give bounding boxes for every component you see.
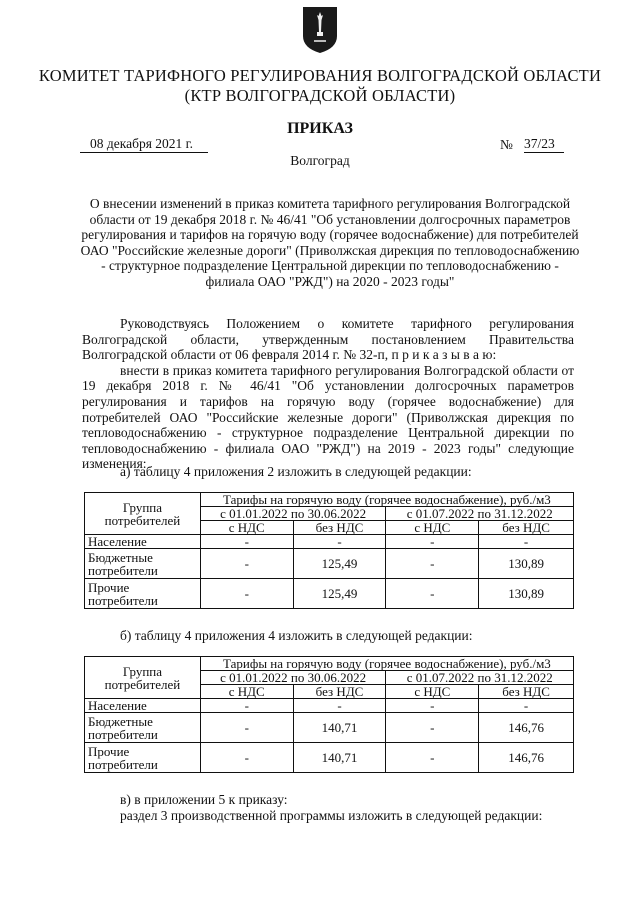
table-cell: - [293,535,386,549]
table-header-with-vat: с НДС [386,521,479,535]
item-c2-text: раздел 3 производственной программы изложить в следующей редакции: [120,808,543,823]
table-cell: - [200,549,293,579]
table-cell: 146,76 [479,713,574,743]
table-cell: - [386,579,479,609]
table-cell-group: Прочие потребители [85,743,201,773]
table-cell: - [386,713,479,743]
table-cell: - [386,535,479,549]
table-header-without-vat: без НДС [479,521,574,535]
table-header-tariffs: Тарифы на горячую воду (горячее водоснабжение), руб./м3 [200,657,573,671]
table-header-tariffs: Тарифы на горячую воду (горячее водоснабжение), руб./м3 [200,493,573,507]
table-header-period1: с 01.01.2022 по 30.06.2022 [200,507,386,521]
table-cell: 140,71 [293,743,386,773]
table-cell: - [200,699,293,713]
table-header-period2: с 01.07.2022 по 31.12.2022 [386,507,574,521]
volgograd-emblem-icon [302,6,338,54]
table-cell-group: Бюджетные потребители [85,549,201,579]
order-number: 37/23 [524,136,564,153]
table-header-period2: с 01.07.2022 по 31.12.2022 [386,671,574,685]
table-cell: 130,89 [479,579,574,609]
table-row [85,535,574,549]
table-header-with-vat: с НДС [200,685,293,699]
table-row [85,579,574,609]
table-cell: - [200,579,293,609]
table-cell-group: Прочие потребители [85,579,201,609]
table-cell: - [386,743,479,773]
table-cell-group: Бюджетные потребители [85,713,201,743]
table-header-without-vat: без НДС [293,521,386,535]
table-cell: 125,49 [293,549,386,579]
body-paragraph-2: внести в приказ комитета тарифного регулирования Волгоградской области от 19 декабря 2018 г. № 46/41 "Об установлении долгосрочных параметров регулирования и тарифов на горячую воду (горячее водоснабжение) для потребителей ОАО "Российские железные дороги" (Приволжская дирекция по тепловодоснабжению - структурное подразделение Центральной дирекции по тепловодоснабжению - филиала ОАО "РЖД") на 2019 - 2023 годы" следующие изменения: [82,362,574,472]
table-cell: - [479,535,574,549]
table-row [85,549,574,579]
table-header-with-vat: с НДС [200,521,293,535]
table-header-without-vat: без НДС [293,685,386,699]
order-number-label: № [500,137,513,152]
order-body [82,316,574,472]
order-city: Волгоград [290,153,350,168]
table-header-period1: с 01.01.2022 по 30.06.2022 [200,671,386,685]
table-row [85,699,574,713]
table-cell: - [200,535,293,549]
table-cell: - [200,743,293,773]
table-header-without-vat: без НДС [479,685,574,699]
table-header-group: Группа потребителей [85,657,201,699]
table-row [85,713,574,743]
table-cell: 125,49 [293,579,386,609]
item-c-text: в) в приложении 5 к приказу: [120,792,288,807]
table-cell: 140,71 [293,713,386,743]
table-cell: 146,76 [479,743,574,773]
body-paragraph-1: Руководствуясь Положением о комитете тарифного регулирования Волгоградской области, утвержденным постановлением Правительства Волгоградской области от 06 февраля 2014 г. № 32-п, п р и к а з ы в а ю: [82,316,574,363]
table-cell-group: Население [85,535,201,549]
order-date: 08 декабря 2021 г. [80,136,208,153]
table-row [85,743,574,773]
org-name-line1: КОМИТЕТ ТАРИФНОГО РЕГУЛИРОВАНИЯ ВОЛГОГРАДСКОЙ ОБЛАСТИ [38,66,602,85]
order-title: ПРИКАЗ [287,120,353,137]
table-cell: - [293,699,386,713]
item-b-text: б) таблицу 4 приложения 4 изложить в следующей редакции: [120,628,473,643]
table-header-group: Группа потребителей [85,493,201,535]
table-cell: 130,89 [479,549,574,579]
org-name-line2: (КТР ВОЛГОГРАДСКОЙ ОБЛАСТИ) [184,86,456,105]
table-cell: - [386,699,479,713]
tariff-table-b [84,656,574,773]
table-cell-group: Население [85,699,201,713]
table-cell: - [386,549,479,579]
item-a-text: а) таблицу 4 приложения 2 изложить в следующей редакции: [120,464,472,479]
order-subject: О внесении изменений в приказ комитета тарифного регулирования Волгоградской области от 19 декабря 2018 г. № 46/41 "Об установлении долгосрочных параметров регулирования и тарифов на горячую воду (горячее водоснабжение) для потребителей ОАО "Российские железные дороги" (Приволжская дирекция по тепловодоснабжению - структурное подразделение Центральной дирекции по тепловодоснабжению - филиала ОАО "РЖД") на 2020 - 2023 годы" [80,196,580,289]
table-cell: - [479,699,574,713]
table-cell: - [200,713,293,743]
table-header-with-vat: с НДС [386,685,479,699]
tariff-table-a [84,492,574,609]
